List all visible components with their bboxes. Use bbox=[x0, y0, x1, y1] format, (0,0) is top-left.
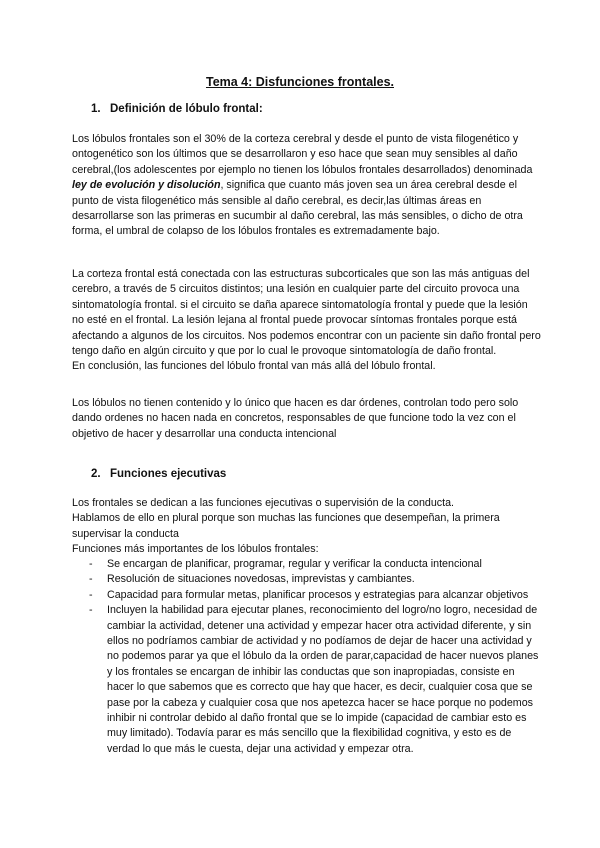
list-item: - Capacidad para formular metas, planificar procesos y estrategias para alcanzar objetivos bbox=[89, 588, 539, 603]
list-item: - Resolución de situaciones novedosas, imprevistas y cambiantes. bbox=[89, 572, 539, 587]
paragraph-text: , significa que cuanto más joven sea un área cerebral desde el punto de vista filogenético más sensible al daño cerebral, es decir,las últimas áreas en desarrollarse son las primeras en sucumbir al daño cerebral, las más sensibles, o dicho de otra forma, el umbral de colapso de los lóbulos frontales es extremadamente bajo. bbox=[72, 179, 523, 238]
section-number: 2. bbox=[91, 468, 101, 480]
intro-line-1: Los frontales se dedican a las funciones ejecutivas o supervisión de la conducta. bbox=[72, 497, 455, 509]
paragraph-definicion-3: Los lóbulos no tienen contenido y lo único que hacen es dar órdenes, controlan todo pero solo dando ordenes no hacen nada en concretos, responsables de que funcione todo la vez con el objetivo de hacer y desarrollar una conducta intencional bbox=[72, 397, 519, 440]
intro-line-2: Hablamos de ello en plural porque son muchas las funciones que desempeñan, la primera supervisar la conducta bbox=[72, 512, 500, 540]
section-number: 1. bbox=[91, 103, 101, 115]
section-heading-text: Funciones ejecutivas bbox=[110, 468, 227, 480]
funciones-list bbox=[89, 557, 539, 757]
list-item: - Incluyen la habilidad para ejecutar planes, reconocimiento del logro/no logro, necesidad de cambiar la actividad, detener una actividad y empezar hacer otra actividad diferente, y sin ellos no podríamos cambiar de actividad y no podíamos de dejar de hacer una actividad y no podemos parar ya que el lóbulo da la orden de parar,capacidad de hacer nuevos planes y los frontales se encargan de inhibir las conductas que son inapropiadas, consiste en hacer lo que sabemos que es correcto que hay que hacer, es decir, cualquier cosa que se pase por la cabeza y cualquier cosa que nos apetezca hacer se hace porque no podemos inhibir ni controlar debido al daño frontal que se lo impide (capacidad de cambiar esto es muy limitado). Todavía parar es más sencillo que la flexibilidad cognitiva, y esto es de verdad lo que más le cuesta, dejar una actividad y empezar otra. bbox=[89, 603, 539, 757]
paragraph-conclusion: En conclusión, las funciones del lóbulo frontal van más allá del lóbulo frontal. bbox=[72, 360, 436, 373]
list-item: - Se encargan de planificar, programar, regular y verificar la conducta intencional bbox=[89, 557, 539, 572]
paragraph-definicion-2 bbox=[72, 267, 542, 375]
section-heading-definicion bbox=[91, 103, 263, 115]
emphasis-ley-evolucion: ley de evolución y disolución bbox=[72, 179, 221, 192]
document-title: Tema 4: Disfunciones frontales. bbox=[205, 75, 394, 89]
section-heading-funciones bbox=[91, 468, 226, 480]
paragraph-text: Los lóbulos frontales son el 30% de la corteza cerebral y desde el punto de vista filogenético y ontogenético son los últimos que se desarrollaron y eso hace que sean muy sensibles al daño cerebral,(los adolescentes por ejemplo no tienen los lóbulos frontales desarrollados) denominada bbox=[72, 133, 533, 176]
paragraph-funciones-intro bbox=[72, 496, 542, 558]
paragraph-text: La corteza frontal está conectada con las estructuras subcorticales que son las más antiguas del cerebro, a través de 5 circuitos distintos; una lesión en cualquier parte del circuito provoca una sintomatología frontal. si el circuito se daña aparece sintomatología frontal y puede que la lesión no esté en el frontal. La lesión lejana al frontal puede provocar síntomas frontales porque está afectando a algunos de los circuitos. Nos podemos encontrar con un paciente sin daño frontal pero tengo daño en algún circuito y que por lo cual le provoque sintomatología de daño frontal. bbox=[72, 268, 541, 358]
paragraph-definicion-1 bbox=[72, 132, 542, 240]
intro-line-3: Funciones más importantes de los lóbulos frontales: bbox=[72, 543, 319, 556]
section-heading-text: Definición de lóbulo frontal: bbox=[110, 103, 263, 115]
